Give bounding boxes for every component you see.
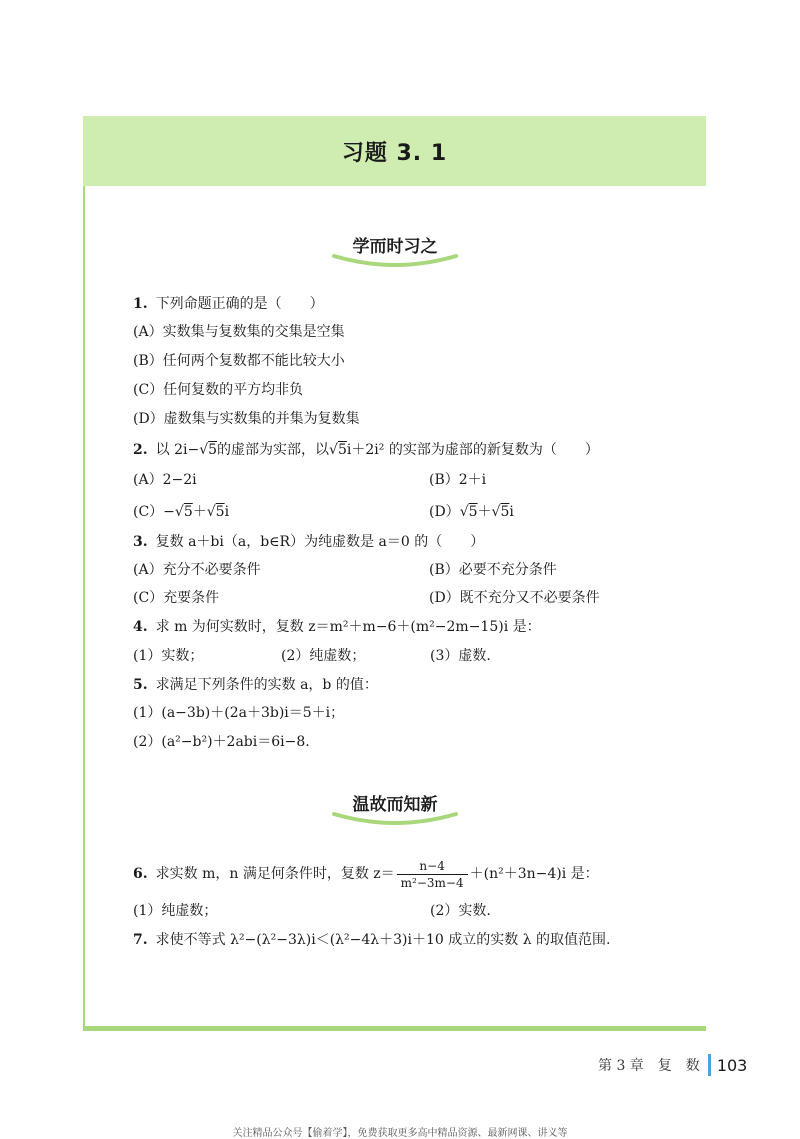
section-heading-1-label: 学而时习之 [352, 237, 438, 257]
q4-part-1: (1）实数； [133, 648, 204, 664]
exercise-title: 习题 3. 1 [341, 140, 448, 166]
chapter-label: 第 3 章 复 数 [598, 1058, 700, 1074]
q1-option-b: (B）任何两个复数都不能比较大小 [133, 353, 345, 369]
swoosh-decoration-icon [330, 252, 460, 270]
q4-part-2: (2）纯虚数； [281, 648, 366, 664]
question-5: 5. 求满足下列条件的实数 a，b 的值： [133, 677, 378, 693]
q3-options-row-1 [133, 560, 713, 580]
question-3: 3. 复数 a＋bi（a，b∈R）为纯虚数是 a＝0 的（ ） [133, 534, 485, 550]
watermark-text: 关注精品公众号【偷着学】，免费获取更多高中精品资源、最新网课、讲义等 [232, 1128, 568, 1139]
question-7: 7. 求使不等式 λ²−(λ²−3λ)i＜(λ²−4λ＋3)i＋10 成立的实数 λ 的取值范围. [133, 932, 611, 948]
question-6: 6. 求实数 m，n 满足何条件时，复数 z＝ $\frac{n-4}{\text{m²−3m−4}}$ ＋(n²＋3n−4)i 是： [133, 858, 599, 890]
question-4: 4. 求 m 为何实数时，复数 z＝m²＋m−6＋(m²−2m−15)i 是： [133, 619, 541, 635]
q4-part-3: (3）虚数. [430, 648, 491, 664]
q2-options-row-2 [133, 502, 713, 522]
exercise-title-band [83, 116, 706, 186]
section-heading-2 [330, 790, 460, 830]
page-number-bar [708, 1054, 711, 1076]
q2-option-d: (D）√5＋√5i [429, 504, 514, 520]
page-footer [598, 1054, 747, 1076]
swoosh-decoration-icon [330, 810, 460, 828]
q1-option-c: (C）任何复数的平方均非负 [133, 382, 304, 398]
q1-option-d: (D）虚数集与实数集的并集为复数集 [133, 411, 360, 427]
q2-options-row-1 [133, 470, 713, 490]
frame-left-border [83, 116, 85, 1030]
q6-part-2: (2）实数. [430, 903, 491, 919]
question-1: 1. 下列命题正确的是（ ） [133, 296, 324, 312]
frame-bottom-border [83, 1026, 706, 1031]
q3-options-row-2 [133, 588, 713, 608]
q2-option-b: (B）2＋i [429, 472, 487, 488]
q3-option-c: (C）充要条件 [133, 590, 220, 606]
q3-option-d: (D）既不充分又不必要条件 [429, 590, 600, 606]
section-heading-1 [330, 232, 460, 272]
q5-part-1: (1）(a−3b)＋(2a＋3b)i＝5＋i； [133, 705, 345, 721]
q5-part-2: (2）(a²−b²)＋2abi＝6i−8. [133, 734, 310, 750]
q6-fraction: $\frac{n-4}{\text{m²−3m−4}}$ [397, 858, 468, 891]
q6-parts [133, 901, 713, 921]
q2-option-c: (C）−√5＋√5i [133, 504, 230, 520]
q4-parts [133, 646, 713, 666]
question-2: 2. 以 2i−√5的虚部为实部，以√5i＋2i² 的实部为虚部的新复数为（ ） [133, 442, 599, 458]
page-number: 103 [716, 1055, 748, 1075]
q2-option-a: (A）2−2i [133, 472, 197, 488]
q1-option-a: (A）实数集与复数集的交集是空集 [133, 324, 345, 340]
q6-part-1: (1）纯虚数； [133, 903, 218, 919]
q3-option-b: (B）必要不充分条件 [429, 562, 557, 578]
section-heading-2-label: 温故而知新 [352, 795, 438, 815]
q3-option-a: (A）充分不必要条件 [133, 562, 261, 578]
